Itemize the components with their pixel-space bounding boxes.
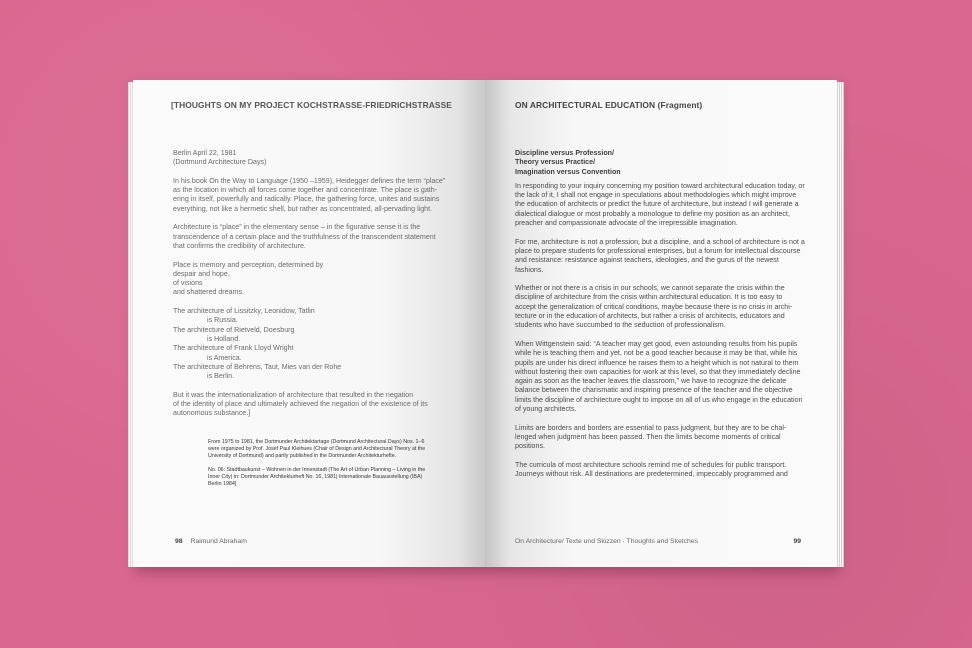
page-number-left: 98 — [175, 538, 183, 545]
right-running-head: ON ARCHITECTURAL EDUCATION (Fragment) — [515, 100, 703, 110]
left-running-head: [THOUGHTS ON MY PROJECT KOCHSTRASSE-FRIEDRICHSTRASSE — [171, 100, 452, 110]
right-paragraph: Whether or not there is a crisis in our schools, we cannot separate the crisis within the discipline of architecture from the crisis within architectural education. It is too easy to accept the generalization of critical conditions, maybe because there is no crisis in archi-tecture or in the education of architects, but rather a crisis of architects, educators and students who have succumbed to the seduction of professionalism. — [515, 284, 793, 330]
right-paragraph: In responding to your inquiry concerning my position toward architectural education today, or the lack of it, I shall not engage in speculations about methodologies which might improve the education of architects or predict the future of architecture, but instead I will generate a dialectical dialogue or most probably a monologue to define my position as an architect, preacher and compassionate advocate of the irrepressible imagination. — [515, 181, 805, 228]
architecture-line: is Russia. — [207, 316, 238, 325]
footnote: From 1975 to 1981, the Dortmunder Architektartage (Dortmund Architectural Days) Nos. 1–6 were organized by Prof. Josef Paul Kleihues (Chair of Design and Architectural Theory at the University of Dortmund) and partly published in the Dortmunder Architekturhefte. — [208, 439, 426, 460]
architecture-line: The architecture of Frank Lloyd Wright — [173, 344, 294, 353]
left-footer — [175, 538, 247, 545]
footnote-block — [208, 439, 428, 494]
architecture-line: The architecture of Behrens, Taut, Mies van der Rohe — [173, 362, 342, 371]
right-body-text — [515, 149, 805, 489]
architecture-list — [173, 307, 458, 381]
open-book — [133, 80, 837, 567]
architecture-line: is Holland. — [207, 334, 241, 343]
left-closing-paragraph: But it was the internationalization of architecture that resulted in the negation of the identity of place and ultimately achieved the negation of the existence of its autonomous substance.] — [173, 390, 428, 418]
right-page — [485, 80, 837, 567]
page-number-right: 99 — [793, 538, 801, 545]
architecture-line: is America. — [207, 353, 242, 362]
right-paragraph: When Wittgenstein said: “A teacher may get good, even astounding results from his pupils while he is teaching them and yet, not be a good teacher because it may be that, while his pupils are under his direct influence he raises them to a height which is not natural to them without fostering their own capacities for work at this level, so that they immediately decline again as soon as the teacher leaves the classroom,” we have to recognize the delicate balance between the charismatic and inspiring presence of the teacher and the objective limits the discipline of architecture ought to impose on all of us who engage in the education of young architects. — [515, 339, 803, 414]
footnote: No. 06: Stadtbaukunst – Wohnen in der Innenstadt (The Art of Urban Planning – Living in the Inner City) in: Dortmunder Architekturheft No. 16, 1981| Internationale Bauausstellung (IBA) Berlin 1984] — [208, 466, 426, 488]
left-body-text — [173, 149, 458, 428]
architecture-line: The architecture of Lissitzky, Leonidow, Tatlin — [173, 307, 315, 316]
left-paragraph: Architecture is “place” in the elementary sense – in the figurative sense it is the transcendence of a certain place and the truthfulness of the transcendent statement that confirms the credibility of architecture. — [173, 223, 436, 250]
left-paragraph: Place is memory and perception, determined by despair and hope, of visions and shattered dreams. — [173, 260, 324, 297]
right-paragraph: The curricula of most architecture schools remind me of schedules for public transport. Journeys without risk. All destinations are predetermined, impeccably programmed and — [515, 460, 788, 479]
right-paragraph: Limits are borders and borders are essential to pass judgment, but they are to be chal-lenged when judgment has been passed. Then the limits become moments of critical positions. — [515, 423, 787, 451]
architecture-line: is Berlin. — [207, 372, 235, 381]
architecture-line: The architecture of Rietveld, Doesburg — [173, 325, 295, 334]
left-paragraph: In his book On the Way to Language (1950 –1959), Heidegger defines the term “place” as the location in which all forces come together and concentrate. The place is gath- ering in itself, powerfully and radically. Place, the gathering force, unites and sustains everything, not like a hermetic shell, but rather as concentrated, all-pervading light. — [173, 176, 446, 213]
left-page — [133, 80, 485, 567]
left-paragraph: Berlin April 22, 1981 (Dortmund Architecture Days) — [173, 149, 267, 167]
author-name: Raimund Abraham — [190, 538, 247, 545]
section-heading: Discipline versus Profession/ Theory versus Practice/ Imagination versus Convention — [515, 149, 621, 176]
right-paragraph: For me, architecture is not a profession, but a discipline, and a school of architecture is not a place to prepare students for professional enterprises, but a forum for intellectual discourse and resistance: resistance against teachers, ideologies, and the gurus of the newest fashions. — [515, 237, 805, 274]
right-footer: On Architecture/ Texte und Skizzen · Thoughts and Sketches — [515, 538, 698, 545]
